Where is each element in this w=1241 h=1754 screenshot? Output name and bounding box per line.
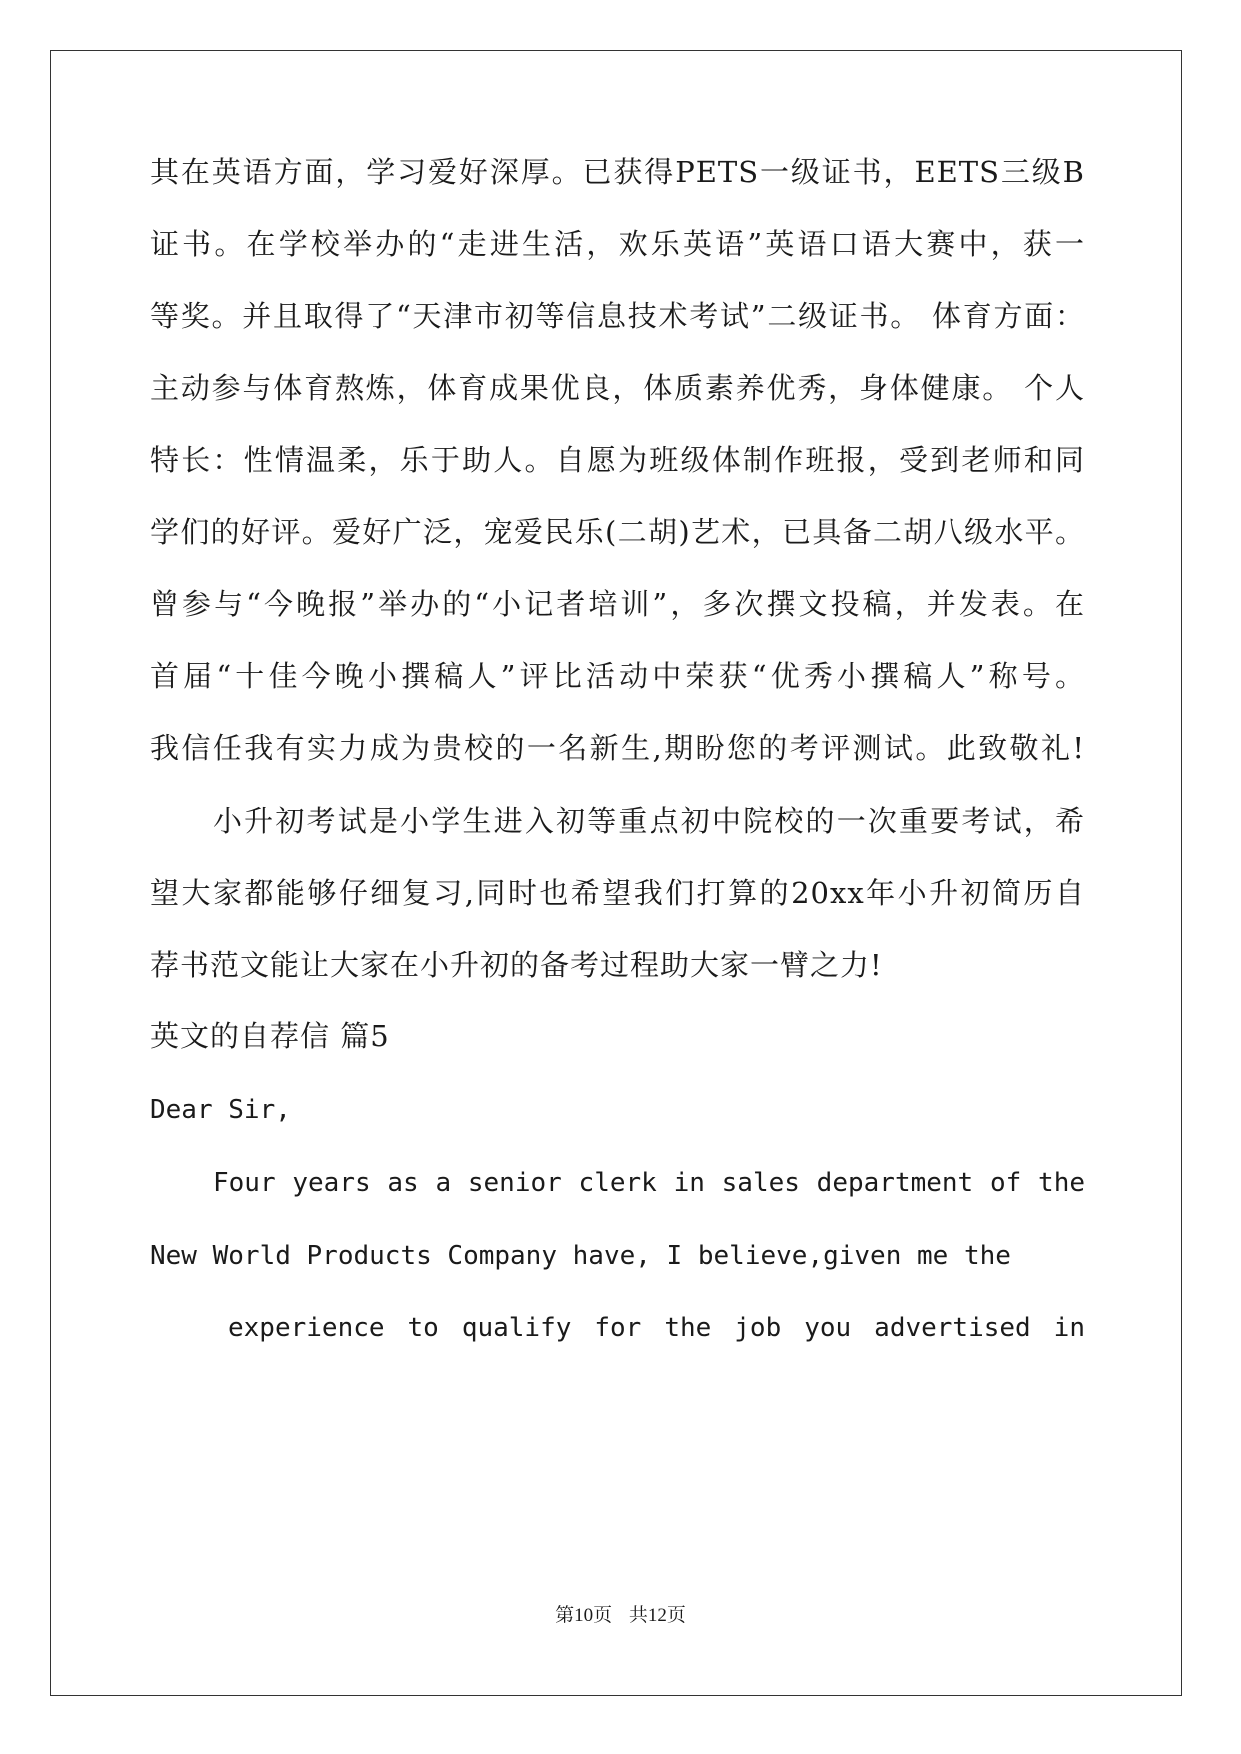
paragraph2-line-2: 望大家都能够仔细复习,同时也希望我们打算的20xx年小升初简历自 [150,876,1085,910]
paragraph2-line-1: 小升初考试是小学生进入初等重点初中院校的一次重要考试，希 [213,804,1085,838]
paragraph-line-8: 首届“十佳今晚小撰稿人”评比活动中荣获“优秀小撰稿人”称号。 [150,659,1085,693]
paragraph-line-7: 曾参与“今晚报”举办的“小记者培训”，多次撰文投稿，并发表。在 [150,587,1085,621]
paragraph-line-6: 学们的好评。爱好广泛，宠爱民乐(二胡)艺术，已具备二胡八级水平。 [150,515,1085,549]
paragraph-line-5: 特长：性情温柔，乐于助人。自愿为班级体制作班报，受到老师和同 [150,443,1085,477]
english-line-1: Four years as a senior clerk in sales department of the [213,1168,1085,1198]
paragraph-line-1: 其在英语方面，学习爱好深厚。已获得PETS一级证书，EETS三级B [150,155,1085,189]
paragraph-line-3: 等奖。并且取得了“天津市初等信息技术考试”二级证书。 体育方面： [150,299,1085,333]
section-heading: 英文的自荐信 篇5 [150,1019,390,1053]
english-line-3: experience to qualify for the job you advertised in [228,1313,1085,1343]
paragraph-line-2: 证书。在学校举办的“走进生活，欢乐英语”英语口语大赛中，获一 [150,227,1085,261]
page-footer [0,1604,1241,1628]
salutation: Dear Sir, [150,1095,291,1125]
english-line-2: New World Products Company have, I believe,given me the [150,1241,1011,1271]
paragraph-line-9: 我信任我有实力成为贵校的一名新生,期盼您的考评测试。此致敬礼! [150,731,1085,765]
page-number: 第10页 [555,1605,613,1626]
paragraph-line-4: 主动参与体育熬炼，体育成果优良，体质素养优秀，身体健康。 个人 [150,371,1085,405]
paragraph2-line-3: 荐书范文能让大家在小升初的备考过程助大家一臂之力! [150,948,883,982]
page-total: 共12页 [628,1605,686,1626]
